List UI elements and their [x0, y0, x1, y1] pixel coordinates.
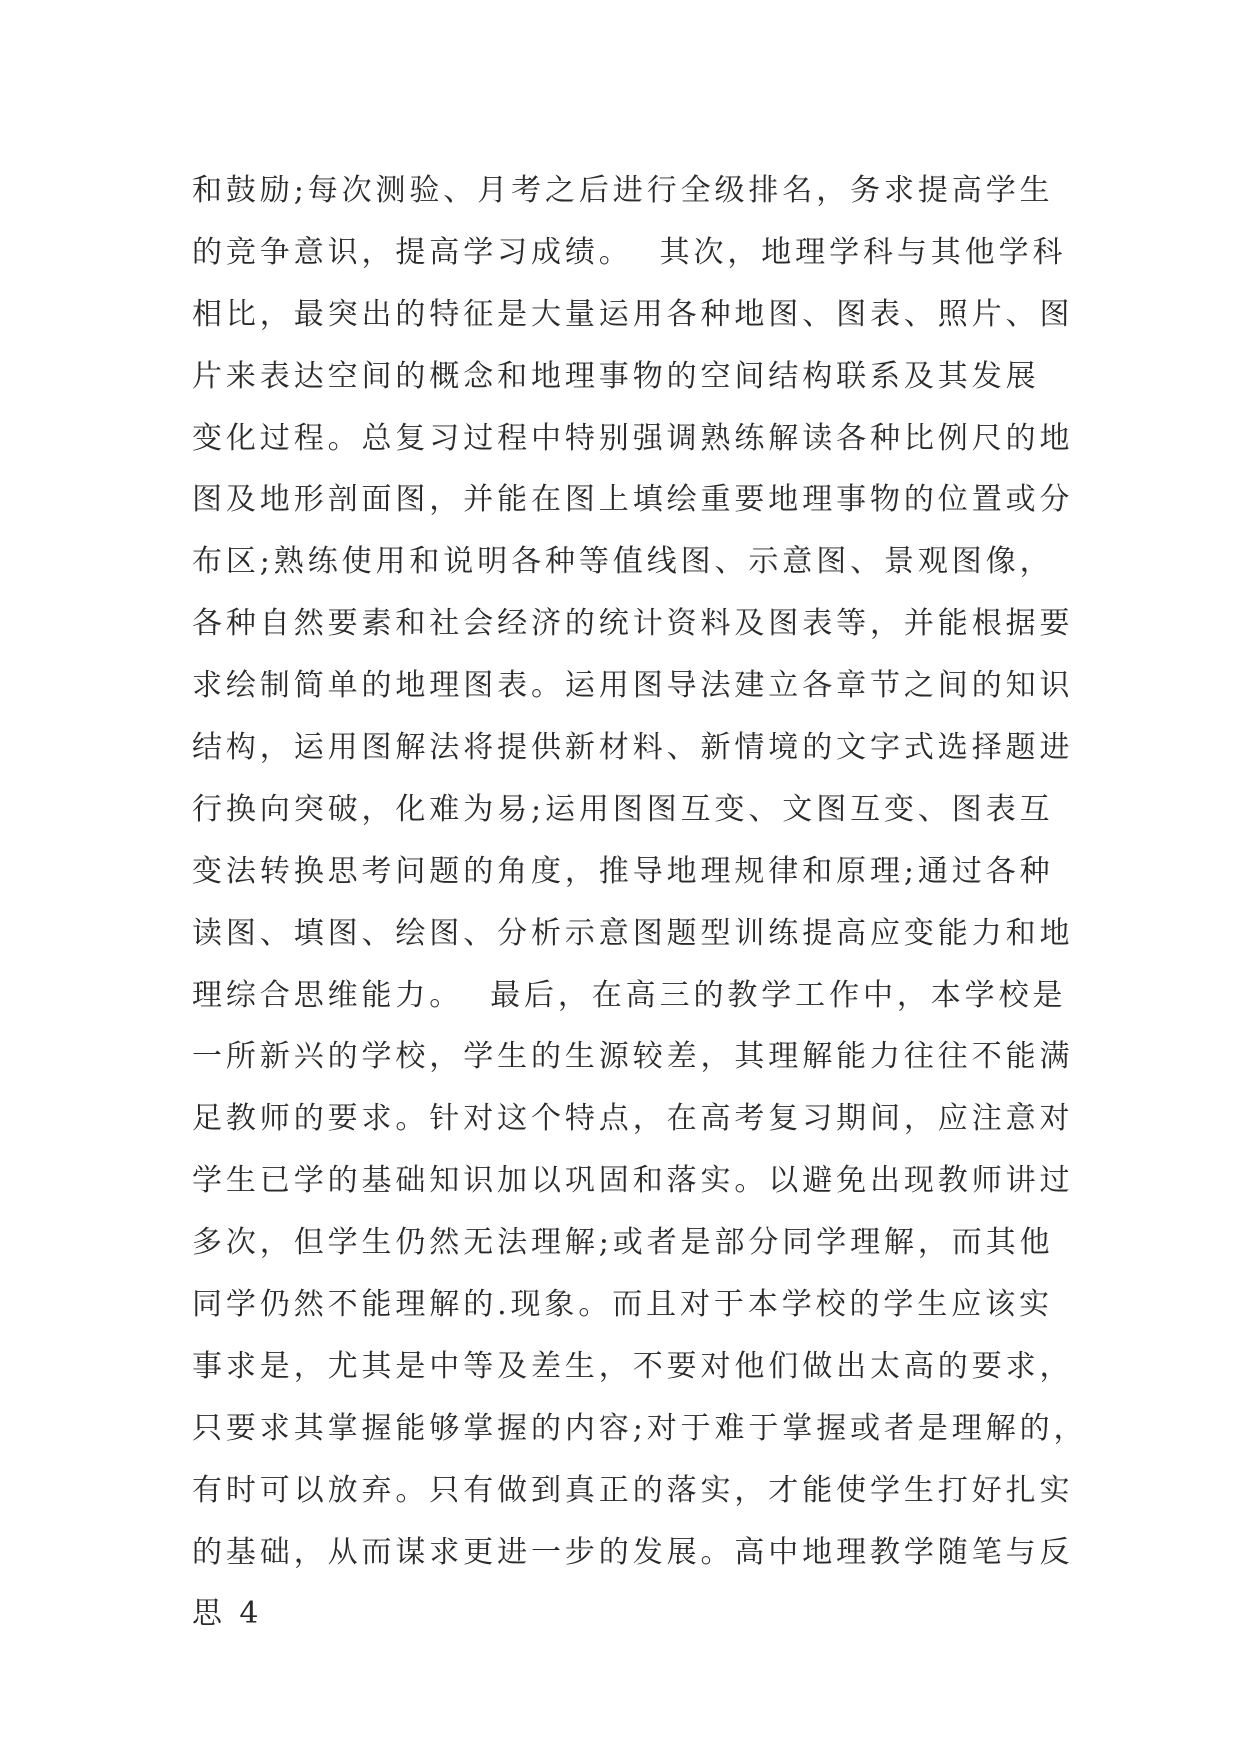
text-line: 变法转换思考问题的角度，推导地理规律和原理;通过各种 — [192, 853, 1054, 889]
text-line: 相比，最突出的特征是大量运用各种地图、图表、照片、图 — [192, 296, 1074, 332]
text-line: 变化过程。总复习过程中特别强调熟练解读各种比例尺的地 — [192, 420, 1074, 456]
text-line: 事求是，尤其是中等及差生，不要对他们做出太高的要求， — [192, 1348, 1074, 1384]
text-line: 片来表达空间的概念和地理事物的空间结构联系及其发展 — [192, 358, 1040, 394]
text-line: 读图、填图、绘图、分析示意图题型训练提高应变能力和地 — [192, 915, 1074, 951]
text-line: 学生已学的基础知识加以巩固和落实。以避免出现教师讲过 — [192, 1163, 1074, 1199]
text-line: 只要求其掌握能够掌握的内容;对于难于掌握或者是理解的， — [192, 1410, 1088, 1446]
text-line: 布区;熟练使用和说明各种等值线图、示意图、景观图像， — [192, 544, 1054, 580]
text-line: 图及地形剖面图，并能在图上填绘重要地理事物的位置或分 — [192, 482, 1074, 518]
text-line: 行换向突破，化难为易;运用图图互变、文图互变、图表互 — [192, 791, 1054, 827]
text-line: 多次，但学生仍然无法理解;或者是部分同学理解，而其他 — [192, 1225, 1054, 1261]
text-line: 同学仍然不能理解的.现象。而且对于本学校的学生应该实 — [192, 1287, 1053, 1323]
text-line: 一所新兴的学校，学生的生源较差，其理解能力往往不能满 — [192, 1039, 1074, 1075]
text-line: 和鼓励;每次测验、月考之后进行全级排名，务求提高学生 — [192, 173, 1054, 208]
text-line: 的基础，从而谋求更进一步的发展。高中地理教学随笔与反 — [192, 1534, 1074, 1570]
text-line: 求绘制简单的地理图表。运用图导法建立各章节之间的知识 — [192, 668, 1074, 704]
body-text — [192, 160, 1088, 1645]
text-line: 理综合思维能力。 最后，在高三的教学工作中，本学校是 — [192, 977, 1067, 1013]
text-line: 的竞争意识，提高学习成绩。 其次，地理学科与其他学科 — [192, 234, 1067, 270]
text-line: 各种自然要素和社会经济的统计资料及图表等，并能根据要 — [192, 606, 1074, 642]
text-line: 足教师的要求。针对这个特点，在高考复习期间，应注意对 — [192, 1101, 1074, 1137]
text-line: 结构，运用图解法将提供新材料、新情境的文字式选择题进 — [192, 730, 1074, 766]
text-line: 思 4 — [192, 1596, 263, 1632]
text-line: 有时可以放弃。只有做到真正的落实，才能使学生打好扎实 — [192, 1472, 1074, 1508]
